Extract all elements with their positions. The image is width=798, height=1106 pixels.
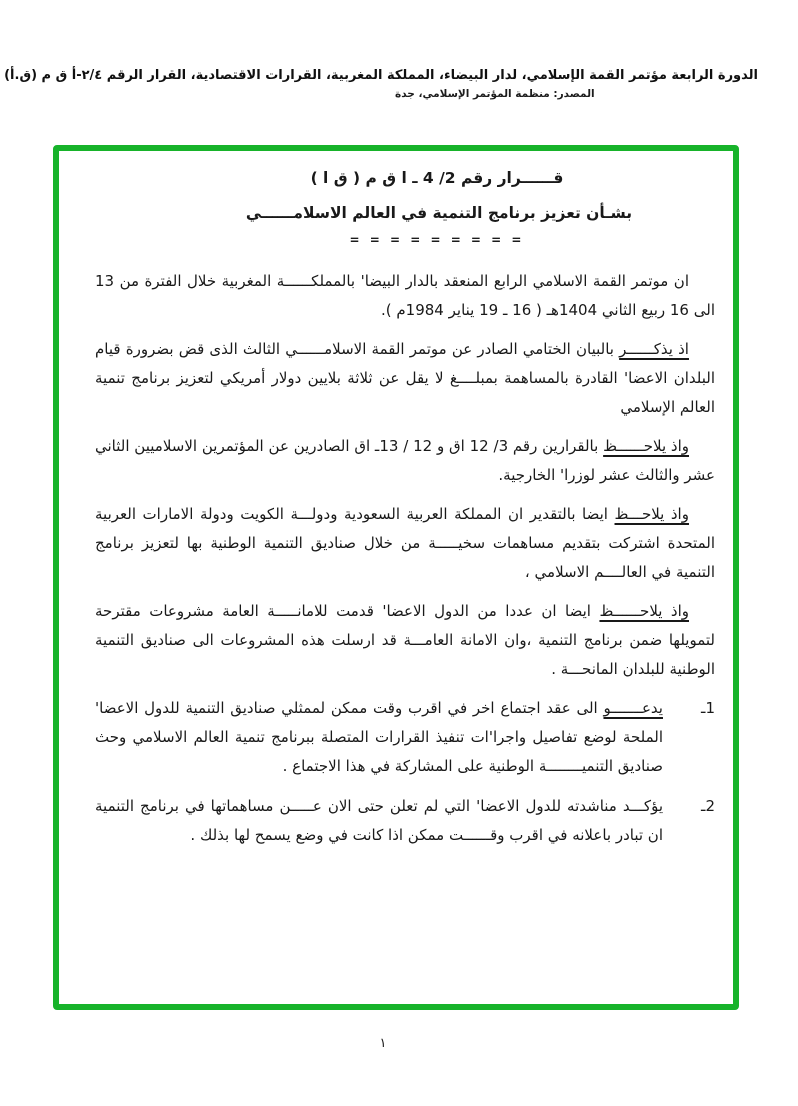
resolution-number-title: قــــــرار رقم 2/ 4 ـ ا ق م ( ق ا ) <box>310 169 564 187</box>
resolution-body <box>95 165 715 861</box>
paragraph-text: ايضا ان عددا من الدول الاعضا' قدمت للامانـــــة العامة مشروعات مقترحة لتمويلها ضمن برنامج التنمية ،وان الامانة العامـــة قد ارسلت هذه المشروعات الى صناديق التنمية الوطنية للبلدان المانحـــة . <box>95 602 715 678</box>
document-header <box>4 68 758 100</box>
paragraph-text: ايضا بالتقدير ان المملكة العربية السعودية ودولـــة الكويت ودولة الامارات العربية المتحدة اشتركت بتقديم مساهمات سخيـــــة من خلال صناديق التنمية الوطنية بها لتعزيز برنامج التنمية في العالــــم الاسلامي ، <box>95 505 715 581</box>
item-lead: يدعـــــــو <box>603 699 663 717</box>
preamble-paragraph-3 <box>95 432 715 490</box>
header-source-line: المصدر: منظمة المؤتمر الإسلامي، جدة <box>395 88 595 100</box>
page-number: ١ <box>379 1036 387 1051</box>
preamble-paragraph-1 <box>95 267 715 325</box>
paragraph-text: بالقرارين رقم 3/ 12 اق و 12 / 13ـ اق الصادرين عن المؤتمرين الاسلاميين الثاني عشر والثالث عشر لوزرا' الخارجية. <box>95 437 715 484</box>
paragraph-lead: اذ يذكــــــر <box>619 340 689 358</box>
item-rest: الى عقد اجتماع اخر في اقرب وقت ممكن لممثلي صناديق التنمية للدول الاعضا' الملحة لوضع تفاصيل واجرا'ات تنفيذ القرارات المتصلة ببرنامج تنمية العالم الاسلامي وحث صناديق التنميــــــــة الوطنية على المشاركة في هذا الاجتماع . <box>95 699 663 775</box>
item-number: 1ـ <box>701 699 715 717</box>
paragraph-lead: واذ يلاحـــظ <box>614 505 689 523</box>
preamble-paragraph-4 <box>95 500 715 587</box>
item-lead: يؤكـــد <box>622 797 663 815</box>
paragraph-text: ان موتمر القمة الاسلامي الرابع المنعقد بالدار البيضا' بالمملكــــــة المغربية خلال الفترة من 13 الى 16 ربيع الثاني 1404هـ ( 16 ـ 19 يناير 1984م ). <box>95 272 715 319</box>
item-rest: مناشدته للدول الاعضا' التي لم تعلن حتى الان عـــــن مساهماتها في برنامج التنمية ان تبادر باعلانه في اقرب وقــــــت ممكن اذا كانت في وضع يسمح لها بذلك . <box>95 797 663 844</box>
item-number: 2ـ <box>701 797 715 815</box>
paragraph-text: بالبيان الختامي الصادر عن موتمر القمة الاسلامــــــي الثالث الذى قض بضرورة قيام البلدان الاعضا' القادرة بالمساهمة بمبلــــغ لا يقل عن ثلاثة بلايين دولار أمريكي لتعزيز برنامج تنمية العالم الإسلامي <box>95 340 715 416</box>
highlight-box <box>53 145 739 1010</box>
resolution-subject-title: بشـأن تعزيز برنامج التنمية في العالم الاسلامــــــي <box>245 204 633 222</box>
preamble-paragraph-5 <box>95 597 715 684</box>
operative-item-2 <box>95 792 715 850</box>
title-divider: = = = = = = = = = <box>349 233 525 247</box>
paragraph-lead: واذ يلاحــــــظ <box>603 437 689 455</box>
preamble-paragraph-2 <box>95 335 715 422</box>
header-citation-line: الدورة الرابعة مؤتمر القمة الإسلامي، لدار البيضاء، المملكة المغربية، القرارات الاقتصادية، القرار الرقم ٢/٤-أ ق م (ق.أ) <box>4 68 758 83</box>
item-text <box>95 694 663 781</box>
item-text <box>95 792 663 850</box>
operative-item-1 <box>95 694 715 781</box>
paragraph-lead: واذ يلاحــــــظ <box>599 602 689 620</box>
